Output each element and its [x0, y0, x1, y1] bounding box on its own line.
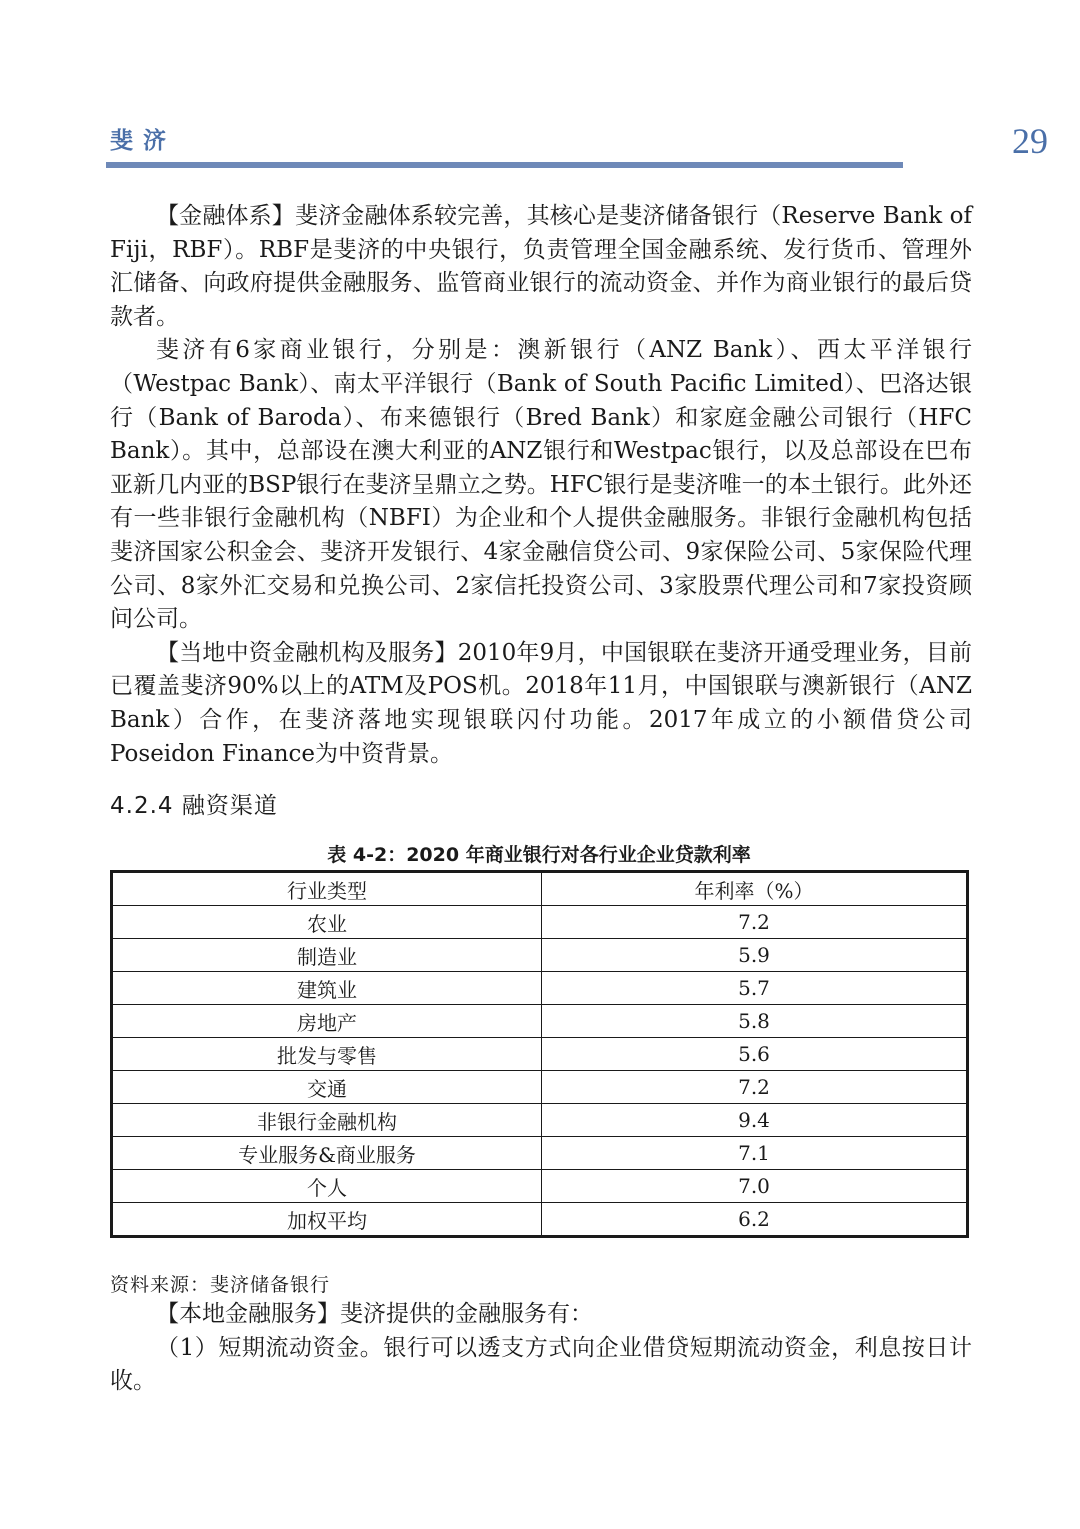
paragraph-financial-system: 【金融体系】斐济金融体系较完善，其核心是斐济储备银行（Reserve Bank of Fiji，RBF）。RBF是斐济的中央银行，负责管理全国金融系统、发行货币、管理外汇储备、向政府提供金融服务、监管商业银行的流动资金、并作为商业银行的最后贷款者。: [110, 203, 972, 330]
industry-cell: 制造业: [112, 939, 542, 972]
loan-rate-table: [110, 870, 969, 1238]
paragraph-commercial-banks: 斐济有6家商业银行，分别是：澳新银行（ANZ Bank）、西太平洋银行（Westpac Bank）、南太平洋银行（Bank of South Pacific Limited）、巴洛达银行（Bank of Baroda）、布来德银行（Bred Bank）和家庭金融公司银行（HFC Bank）。其中，总部设在澳大利亚的ANZ银行和Westpac银行，以及总部设在巴布亚新几内亚的BSP银行在斐济呈鼎立之势。HFC银行是斐济唯一的本土银行。此外还有一些非银行金融机构（NBFI）为企业和个人提供金融服务。非银行金融机构包括斐济国家公积金会、斐济开发银行、4家金融信贷公司、9家保险公司、5家保险代理公司、8家外汇交易和兑换公司、2家信托投资公司、3家股票代理公司和7家投资顾问公司。: [110, 337, 972, 633]
paragraph-chinese-financial-institutions: 【当地中资金融机构及服务】2010年9月，中国银联在斐济开通受理业务，目前已覆盖斐济90%以上的ATM及POS机。2018年11月，中国银联与澳新银行（ANZ Bank）合作，在斐济落地实现银联闪付功能。2017年成立的小额借贷公司Poseidon Finance为中资背景。: [110, 639, 972, 767]
column-header-industry: 行业类型: [112, 872, 542, 906]
table-row: [112, 1137, 968, 1170]
table-header-row: [112, 872, 968, 906]
table-row: [112, 972, 968, 1005]
header-rule: [106, 162, 903, 168]
rate-cell: 5.9: [542, 939, 968, 972]
running-header-title: 斐济: [110, 128, 176, 154]
industry-cell: 批发与零售: [112, 1038, 542, 1071]
table-caption: 表 4-2：2020 年商业银行对各行业企业贷款利率: [327, 844, 751, 866]
rate-cell: 7.0: [542, 1170, 968, 1203]
industry-cell: 建筑业: [112, 972, 542, 1005]
table-row: [112, 906, 968, 939]
industry-cell: 加权平均: [112, 1203, 542, 1237]
industry-cell: 专业服务&商业服务: [112, 1137, 542, 1170]
industry-cell: 非银行金融机构: [112, 1104, 542, 1137]
industry-cell: 交通: [112, 1071, 542, 1104]
body-text-continued: [110, 1298, 972, 1399]
rate-cell: 7.2: [542, 1071, 968, 1104]
table-row: [112, 1104, 968, 1137]
table-row: [112, 1005, 968, 1038]
body-text: [110, 200, 972, 771]
rate-cell: 9.4: [542, 1104, 968, 1137]
paragraph-local-financial-services: 【本地金融服务】斐济提供的金融服务有：: [156, 1301, 593, 1327]
rate-cell: 5.8: [542, 1005, 968, 1038]
section-heading: 4.2.4 融资渠道: [110, 793, 278, 819]
rate-cell: 7.1: [542, 1137, 968, 1170]
column-header-rate: 年利率（%）: [542, 872, 968, 906]
rate-cell: 7.2: [542, 906, 968, 939]
industry-cell: 个人: [112, 1170, 542, 1203]
table-row: [112, 1038, 968, 1071]
industry-cell: 房地产: [112, 1005, 542, 1038]
table-row: [112, 939, 968, 972]
table-row: [112, 1071, 968, 1104]
table-row: [112, 1203, 968, 1237]
rate-cell: 5.6: [542, 1038, 968, 1071]
paragraph-short-term-working-capital: （1）短期流动资金。银行可以透支方式向企业借贷短期流动资金，利息按日计收。: [110, 1334, 972, 1395]
industry-cell: 农业: [112, 906, 542, 939]
page-number: 29: [1012, 121, 1048, 161]
table-row: [112, 1170, 968, 1203]
rate-cell: 5.7: [542, 972, 968, 1005]
table-source-note: 资料来源：斐济储备银行: [110, 1274, 331, 1296]
rate-cell: 6.2: [542, 1203, 968, 1237]
